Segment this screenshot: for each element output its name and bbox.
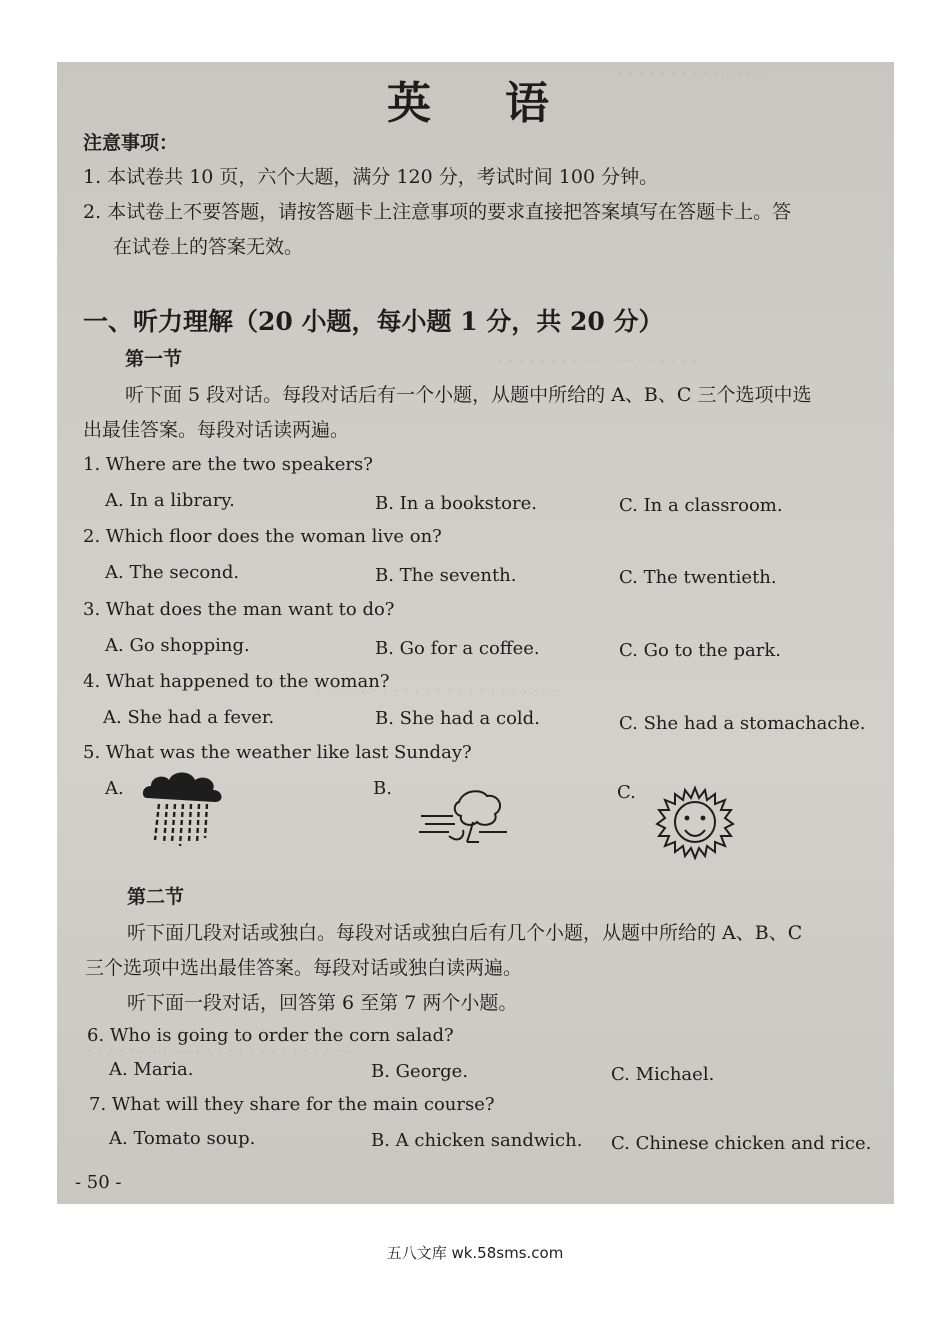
part2-instructions-3: 听下面一段对话，回答第 6 至第 7 两个小题。 bbox=[127, 992, 518, 1014]
q5-option-b-label: B. bbox=[373, 778, 392, 799]
part2-heading: 第二节 bbox=[127, 886, 185, 908]
question-3: 3. What does the man want to do? bbox=[83, 599, 395, 620]
part2-instructions-2: 三个选项中选出最佳答案。每段对话或独白读两遍。 bbox=[85, 957, 523, 979]
q4-option-c: C. She had a stomachache. bbox=[619, 713, 866, 734]
part1-heading: 第一节 bbox=[125, 348, 183, 370]
q6-option-b: B. George. bbox=[371, 1061, 469, 1082]
question-2: 2. Which floor does the woman live on? bbox=[83, 526, 442, 547]
question-1: 1. Where are the two speakers? bbox=[83, 454, 373, 475]
notice-item-2-cont: 在试卷上的答案无效。 bbox=[113, 236, 304, 258]
q3-option-b: B. Go for a coffee. bbox=[375, 638, 540, 659]
q7-option-b: B. A chicken sandwich. bbox=[371, 1130, 583, 1151]
question-7: 7. What will they share for the main course? bbox=[89, 1094, 495, 1115]
part1-instructions-1: 听下面 5 段对话。每段对话后有一个小题，从题中所给的 A、B、C 三个选项中选 bbox=[125, 384, 812, 406]
bleed-through: · · · · · · · · · · · · · · · · · · · · · · · bbox=[317, 682, 561, 702]
section-heading: 一、听力理解（20 小题，每小题 1 分，共 20 分） bbox=[83, 307, 664, 336]
notice-heading: 注意事项： bbox=[83, 132, 179, 154]
bleed-through: · · · · · · · · · · · · · · · · · · · · · · · · · · bbox=[87, 1042, 363, 1062]
q7-option-c: C. Chinese chicken and rice. bbox=[611, 1133, 872, 1154]
sun-icon bbox=[655, 784, 735, 860]
q1-option-c: C. In a classroom. bbox=[619, 495, 783, 516]
q4-option-b: B. She had a cold. bbox=[375, 708, 540, 729]
notice-item-1: 1. 本试卷共 10 页，六个大题，满分 120 分，考试时间 100 分钟。 bbox=[83, 166, 659, 188]
rain-cloud-icon bbox=[139, 768, 229, 850]
bleed-through: · · · · · · · · · · · · · · · · · · · bbox=[497, 352, 697, 372]
q1-option-a: A. In a library. bbox=[105, 490, 235, 511]
page-number: - 50 - bbox=[75, 1172, 122, 1193]
q7-option-a: A. Tomato soup. bbox=[109, 1128, 256, 1149]
part2-instructions-1: 听下面几段对话或独白。每段对话或独白后有几个小题，从题中所给的 A、B、C bbox=[127, 922, 803, 944]
q5-option-c-label: C. bbox=[617, 782, 636, 803]
q2-option-c: C. The twentieth. bbox=[619, 567, 777, 588]
q1-option-b: B. In a bookstore. bbox=[375, 493, 537, 514]
q6-option-a: A. Maria. bbox=[109, 1059, 194, 1080]
notice-item-2: 2. 本试卷上不要答题，请按答题卡上注意事项的要求直接把答案填写在答题卡上。答 bbox=[83, 201, 792, 223]
q2-option-b: B. The seventh. bbox=[375, 565, 517, 586]
q3-option-a: A. Go shopping. bbox=[105, 635, 250, 656]
q3-option-c: C. Go to the park. bbox=[619, 640, 781, 661]
bleed-through: · · · · · · · · · · · · · · bbox=[617, 64, 763, 84]
title-char-1: 英 bbox=[387, 78, 435, 129]
scanned-page bbox=[57, 62, 894, 1204]
q2-option-a: A. The second. bbox=[105, 562, 240, 583]
question-5: 5. What was the weather like last Sunday? bbox=[83, 742, 472, 763]
title-char-2: 语 bbox=[505, 78, 553, 129]
q5-option-a-label: A. bbox=[105, 778, 124, 799]
part1-instructions-2: 出最佳答案。每段对话读两遍。 bbox=[83, 419, 350, 441]
footer-watermark: 五八文库 wk.58sms.com bbox=[386, 1244, 564, 1262]
page-title bbox=[387, 67, 553, 131]
q6-option-c: C. Michael. bbox=[611, 1064, 715, 1085]
q4-option-a: A. She had a fever. bbox=[103, 707, 275, 728]
question-6: 6. Who is going to order the corn salad? bbox=[87, 1025, 454, 1046]
question-4: 4. What happened to the woman? bbox=[83, 671, 390, 692]
wind-icon bbox=[419, 784, 511, 846]
